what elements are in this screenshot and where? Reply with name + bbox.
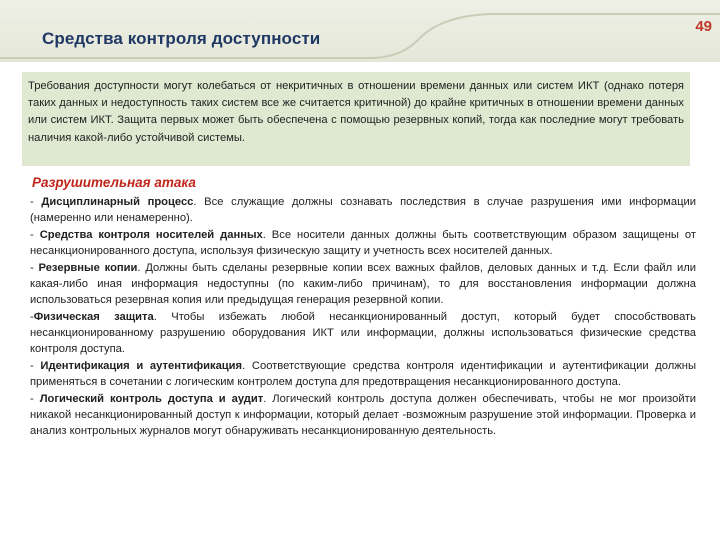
item-term: Идентификация и аутентификация (40, 359, 243, 372)
item-text: . Должны быть сделаны резервные копии всех важных файлов, деловых данных и т.д. Если файл или какая-либо иная информация недоступны (по каким-либо причинам), то для восстановления информации должна использоваться резервная копия или предыдущая генерация резервной копии. (30, 262, 696, 306)
intro-box (22, 72, 690, 166)
item-prefix: - (30, 229, 40, 241)
list-item (30, 195, 696, 227)
item-term: Дисциплинарный процесс (41, 196, 194, 208)
item-text: . Все служащие должны сознавать последствия в случае разрушения ими информации (намеренно или ненамеренно). (30, 196, 697, 224)
item-term: Резервные копии (38, 262, 138, 274)
item-term: Физическая защита (33, 310, 154, 323)
item-term: Средства контроля носителей данных (39, 229, 263, 241)
list-item (30, 228, 696, 260)
item-text: . Чтобы избежать любой несанкционированный доступ, который будет способствовать несанкционированному разрушению оборудования ИКТ или информации, должны использоваться физические средства контроля доступа. (30, 310, 696, 355)
list-item (30, 261, 696, 309)
intro-text: Требования доступности могут колебаться от некритичных в отношении времени данных или систем ИКТ (однако потеря таких данных и недоступность таких систем все же считается критичной) до крайне критичных в отношении времени данных или систем ИКТ. Защита первых может быть обеспечена с помощью резервных копий, тогда как последние могут требовать наличия какой-либо устойчивой системы. (28, 80, 684, 144)
item-prefix: - (30, 262, 39, 274)
page-title: Средства контроля доступности (42, 29, 321, 48)
item-prefix: - (30, 359, 41, 372)
item-prefix: - (30, 392, 40, 405)
list-item (30, 359, 696, 391)
section-body (30, 195, 696, 441)
list-item (30, 392, 696, 440)
item-text: . Соответствующие средства контроля идентификации и аутентификации должны применяться в сочетании с логическим контролем доступа для предотвращения несанкционированного доступа. (30, 359, 696, 388)
list-item (30, 310, 696, 358)
section-heading: Разрушительная атака (32, 175, 196, 190)
item-term: Логический контроль доступа и аудит (39, 392, 264, 405)
item-text: . Все носители данных должны быть соответствующим образом защищены от несанкционированного доступа, используя физическую защиту и учетность всех носителей данных. (30, 229, 696, 257)
item-prefix: - (30, 196, 42, 208)
page-number: 49 (695, 18, 712, 35)
item-prefix: - (30, 310, 34, 323)
item-text: . Логический контроль доступа должен обеспечивать, чтобы не мог произойти никакой несанкционированный доступ к информации, который делает -возможным разрушение этой информации. Проверка и анализ контрольных журналов могут обнаруживать несанкционированную деятельность. (30, 392, 696, 437)
